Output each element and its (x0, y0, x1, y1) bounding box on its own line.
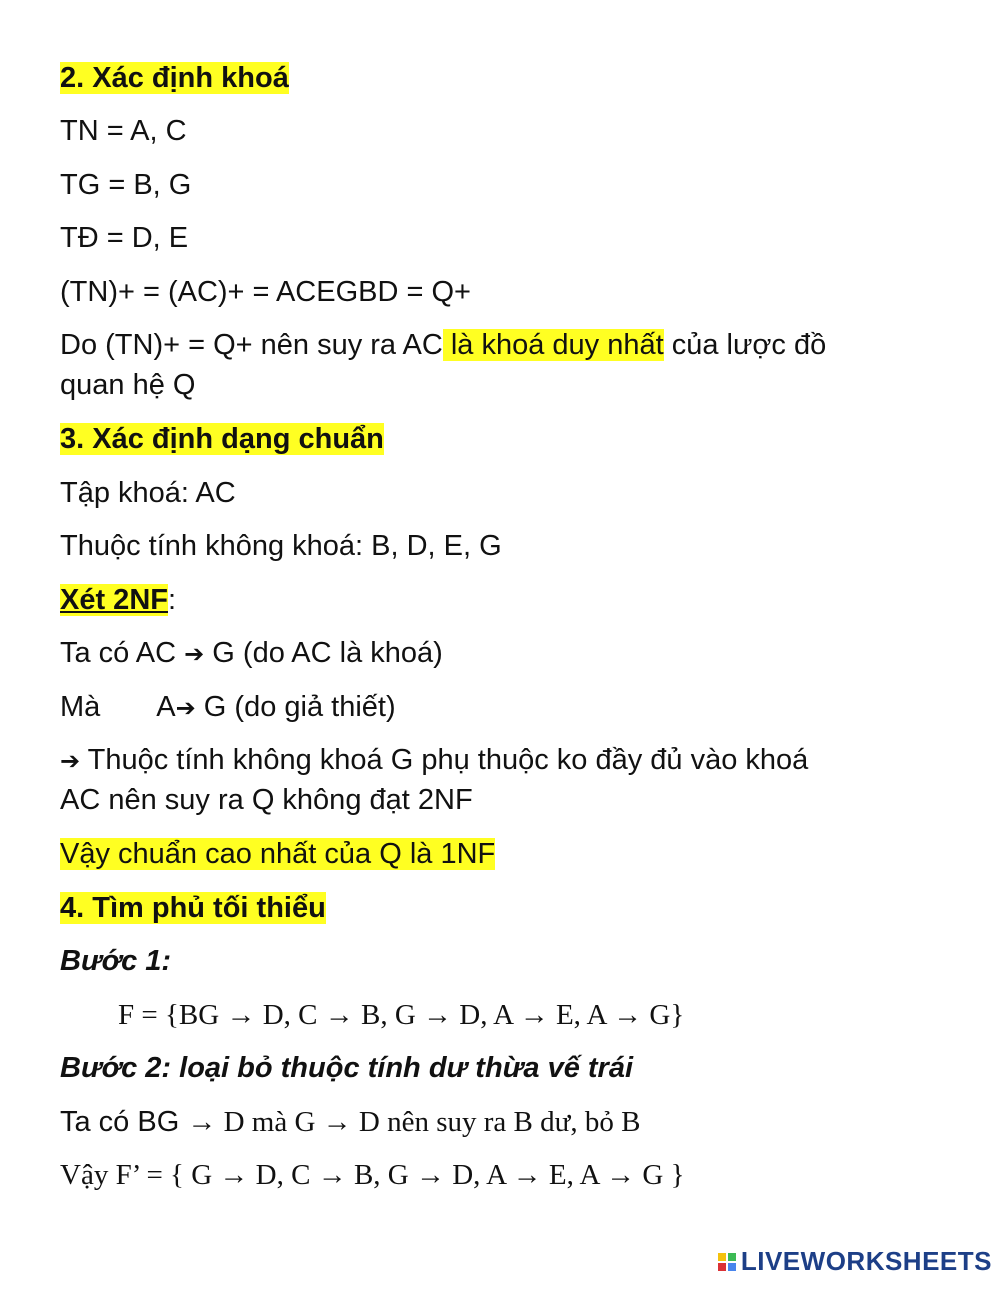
text-line: (TN)+ = (AC)+ = ACEGBD = Q+ (60, 276, 471, 308)
xet-2nf-label: Xét 2NF: (60, 584, 177, 616)
normal-form-conclusion: Vậy chuẩn cao nhất của Q là 1NF (60, 838, 496, 870)
text-line: ➔ Thuộc tính không khoá G phụ thuộc ko đầy đủ vào khoá (60, 744, 809, 776)
text-line: Thuộc tính không khoá: B, D, E, G (60, 530, 502, 562)
text-line: Mà A➔ G (do giả thiết) (60, 691, 396, 723)
text-line: TG = B, G (60, 169, 192, 201)
text-line: Tập khoá: AC (60, 477, 236, 509)
text-line: quan hệ Q (60, 369, 196, 401)
logo-text: LIVEWORKSHEETS (740, 1246, 992, 1276)
liveworksheets-logo (718, 1246, 992, 1277)
arrow-icon: ➔ (175, 694, 196, 722)
formula-f: F = {BG → D, C → B, G → D, A → E, A → G} (118, 999, 685, 1031)
text-line: AC nên suy ra Q không đạt 2NF (60, 784, 473, 816)
section-4-heading: 4. Tìm phủ tối thiểu (60, 892, 326, 924)
key-conclusion-line: Do (TN)+ = Q+ nên suy ra AC là khoá duy nhất của lược đồ (60, 329, 827, 361)
section-3-heading: 3. Xác định dạng chuẩn (60, 423, 384, 455)
logo-icon (718, 1253, 736, 1271)
text-line: Ta có BG → D mà G → D nên suy ra B dư, bỏ B (60, 1106, 641, 1138)
formula-f-prime: Vậy F’ = { G → D, C → B, G → D, A → E, A → G } (60, 1159, 685, 1191)
text-line: Ta có AC ➔ G (do AC là khoá) (60, 637, 443, 669)
text-line: TĐ = D, E (60, 222, 189, 254)
step-2-label: Bước 2: loại bỏ thuộc tính dư thừa vế trái (60, 1052, 634, 1084)
text-line: TN = A, C (60, 115, 187, 147)
highlight-unique-key: là khoá duy nhất (442, 329, 664, 361)
bold-arrow-icon: ➔ (60, 747, 81, 775)
arrow-icon: ➔ (184, 640, 205, 668)
section-2-heading: 2. Xác định khoá (60, 62, 289, 94)
step-1-label: Bước 1: (60, 945, 172, 977)
